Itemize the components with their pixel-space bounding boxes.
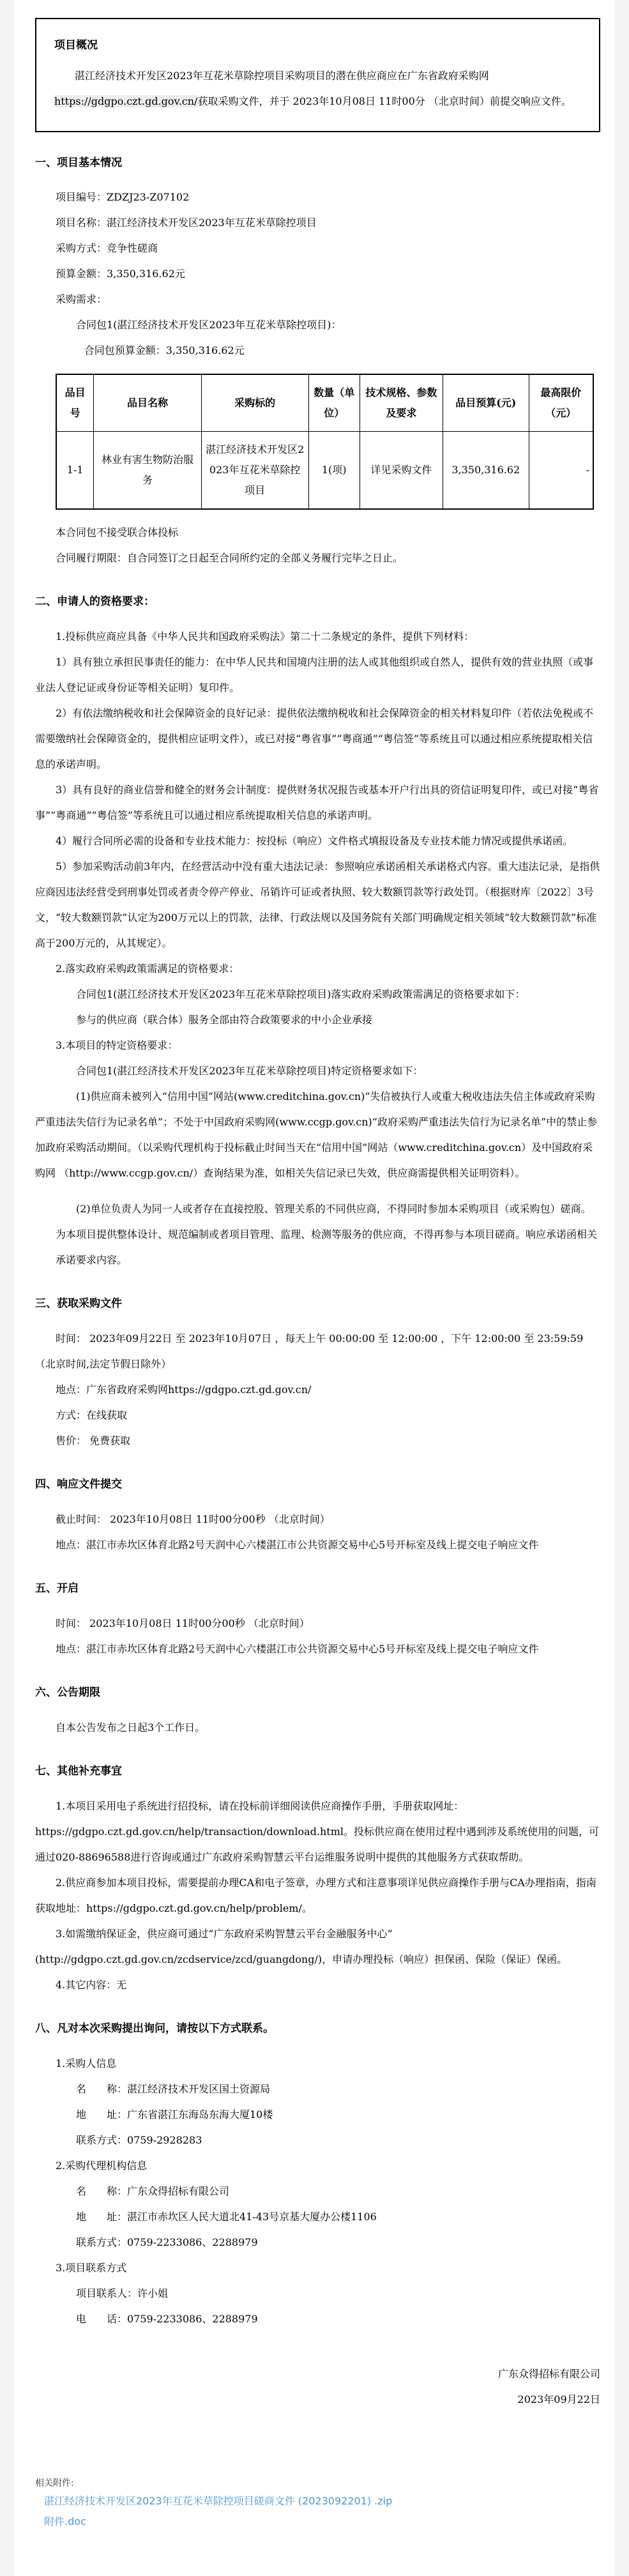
- qualification-paragraph: 3.本项目的特定资格要求：: [56, 1039, 178, 1052]
- attachments-label: 相关附件:: [35, 2478, 74, 2488]
- col-spec: 技术规格、参数及要求: [360, 374, 443, 432]
- other-paragraph: 1.本项目采用电子系统进行招投标，请在投标前详细阅读供应商操作手册，手册获取网址：https://gdgpo.czt.gd.gov.cn/help/transaction/download.html。投标供应商在使用过程中遇到涉及系统使用的问题，可通过020-88696588进行咨询或通过广东政府采购智慧云平台运维服务说明中提供的其他服务方式获取帮助。: [35, 1799, 599, 1863]
- qualification-paragraph: 5）参加采购活动前3年内，在经营活动中没有重大违法记录：参照响应承诺函相关承诺格式内容。重大违法记录，是指供应商因违法经营受到刑事处罚或者责令停产停业、吊销许可证或者执照、较大数额罚款等行政处罚。（根据财库〔2022〕3号文，“较大数额罚款”认定为200万元以上的罚款，法律、行政法规以及国务院有关部门明确规定相关领域“较大数额罚款”标准高于200万元的，从其规定）。: [35, 860, 600, 950]
- package-budget-line: 合同包预算金额：3,350,316.62元: [84, 344, 245, 357]
- qualification-paragraph: 合同包1(湛江经济技术开发区2023年互花米草除控项目)落实政府采购政策需满足的资格要求如下：: [76, 988, 526, 1001]
- section-submission-heading: 四、响应文件提交: [35, 1478, 122, 1491]
- overview-intro-tail: 获取采购文件，并于 2023年10月08日 11时00分 （北京时间）前提交响应文件。: [197, 95, 572, 107]
- announcement-period-line: 自本公告发布之日起3个工作日。: [56, 1721, 206, 1734]
- cell-price-cap: -: [529, 432, 593, 510]
- project-overview-box: [35, 18, 600, 132]
- section-opening-heading: 五、开启: [35, 1582, 79, 1596]
- col-item-budget: 品目预算(元): [443, 374, 529, 432]
- submission-deadline-line: 截止时间： 2023年10月08日 11时00分00秒 （北京时间）: [56, 1513, 330, 1526]
- attachment-link-doc[interactable]: 附件.doc: [44, 2515, 86, 2527]
- items-table: [56, 374, 594, 510]
- obtain-price-line: 售价： 免费获取: [56, 1435, 131, 1447]
- section-basic-heading: 一、项目基本情况: [35, 156, 122, 169]
- signature-date: 2023年09月22日: [517, 2393, 600, 2405]
- qualification-paragraph: 1.投标供应商应具备《中华人民共和国政府采购法》第二十二条规定的条件，提供下列材料：: [56, 630, 474, 643]
- cell-item-no: 1-1: [56, 432, 94, 510]
- cell-target: 湛江经济技术开发区2023年互花米草除控项目: [201, 432, 308, 510]
- agent-tel-line: 联系方式：0759-2233086、2288979: [76, 2236, 258, 2248]
- agent-name-line: 名 称：广东众得招标有限公司: [76, 2184, 230, 2197]
- obtain-method-line: 方式：在线获取: [56, 1409, 128, 1422]
- section-period-heading: 六、公告期限: [35, 1686, 100, 1699]
- no-joint-bid-line: 本合同包不接受联合体投标: [56, 526, 179, 539]
- qualification-paragraph: 3）具有良好的商业信誉和健全的财务会计制度：提供财务状况报告或基本开户行出具的资信证明复印件，或已对接“粤省事”“粤商通”“粤信签”等系统且可以通过相应系统提取相关信息的承诺声明。: [35, 784, 599, 822]
- col-item-name: 品目名称: [94, 374, 201, 432]
- qualification-paragraph: (2)单位负责人为同一人或者存在直接控股、管理关系的不同供应商，不得同时参加本采购项目（或采购包）磋商。为本项目提供整体设计、规范编制或者项目管理、监理、检测等服务的供应商，不得再参与本项目磋商。响应承诺函相关承诺要求内容。: [56, 1203, 598, 1267]
- opening-time-line: 时间： 2023年10月08日 11时00分00秒 （北京时间）: [56, 1617, 310, 1629]
- section-obtain-heading: 三、获取采购文件: [35, 1297, 122, 1311]
- qualification-paragraph: (1)供应商未被列入“信用中国”网站(www.creditchina.gov.cn)“失信被执行人或重大税收违法失信主体或政府采购严重违法失信行为记录名单”；不处于中国政府采购网(www.ccgp.gov.cn)“政府采购严重违法失信行为记录名单”中的禁止参加政府采购活动期间。（以采购代理机构于投标截止时间当天在“信用中国”网站（www.creditchina.gov.cn）及中国政府采购网 （http://www.ccgp.gov.cn/）查询结果为准，如相关失信记录已失效，供应商需提供相关证明资料）。: [35, 1090, 598, 1180]
- qualification-paragraph: 4）履行合同所必需的设备和专业技术能力：按投标（响应）文件格式填报设备及专业技术能力情况或提供承诺函。: [56, 835, 573, 848]
- procurement-method-line: 采购方式：竞争性磋商: [56, 242, 158, 255]
- other-paragraph: 3.如需缴纳保证金，供应商可通过“广东政府采购智慧云平台金融服务中心”(http://gdgpo.czt.gd.gov.cn/zcdservice/zcd/guangdong/)，申请办理投标（响应）担保函、保险（保证）保函。: [35, 1927, 568, 1965]
- cell-item-budget: 3,350,316.62: [443, 432, 529, 510]
- qualification-paragraph: 参与的供应商（联合体）服务全部由符合政策要求的中小企业承接: [76, 1014, 373, 1026]
- overview-intro-text: 湛江经济技术开发区2023年互花米草除控项目采购项目的潜在供应商应在广东省政府采购网: [75, 69, 489, 82]
- project-number-line: 项目编号：ZDZJ23-Z07102: [56, 191, 190, 204]
- project-contact-tel-line: 电 话：0759-2233086、2288979: [76, 2312, 258, 2325]
- agent-address-line: 地 址：湛江市赤坎区人民大道北41-43号京基大厦办公楼1106: [76, 2210, 377, 2223]
- announcement-document: [35, 18, 600, 2412]
- col-price-cap: 最高限价（元）: [529, 374, 593, 432]
- buyer-address-line: 地 址：广东省湛江东海岛东海大厦10楼: [76, 2108, 273, 2121]
- items-table-row: [56, 432, 593, 510]
- project-contact-person-line: 项目联系人：许小姐: [76, 2287, 169, 2299]
- project-name-line: 项目名称：湛江经济技术开发区2023年互花米草除控项目: [56, 217, 317, 229]
- buyer-info-title: 1.采购人信息: [56, 2057, 117, 2069]
- qualification-paragraph: 合同包1(湛江经济技术开发区2023年互花米草除控项目)特定资格要求如下：: [76, 1065, 423, 1078]
- other-paragraph: 2.供应商参加本项目投标，需要提前办理CA和电子签章，办理方式和注意事项详见供应商操作手册与CA办理指南，指南获取地址：https://gdgpo.czt.gd.gov.cn/help/problem/。: [35, 1876, 596, 1914]
- section-other-heading: 七、其他补充事宜: [35, 1764, 122, 1778]
- overview-intro: [54, 63, 581, 114]
- contract-period-line: 合同履行期限：自合同签订之日起至合同所约定的全部义务履行完毕之日止。: [56, 552, 404, 565]
- opening-location-line: 地点：湛江市赤坎区体育北路2号天润中心六楼湛江市公共资源交易中心5号开标室及线上提交电子响应文件: [56, 1642, 539, 1655]
- demand-label-line: 采购需求：: [56, 293, 107, 306]
- contract-package-line: 合同包1(湛江经济技术开发区2023年互花米草除控项目)：: [76, 319, 342, 332]
- announcement-page: [14, 0, 615, 2576]
- qualification-paragraph: 2）有依法缴纳税收和社会保障资金的良好记录：提供依法缴纳税收和社会保障资金的相关材料复印件（若依法免税或不需要缴纳社会保障资金的，提供相应证明文件），或已对接“粤省事”“粤商通”“粤信签”等系统且可以通过相应系统提取相关信息的承诺声明。: [35, 707, 594, 771]
- cell-quantity: 1(项): [308, 432, 360, 510]
- attachment-link-zip[interactable]: 湛江经济技术开发区2023年互花米草除控项目磋商文件 (2023092201) .zip: [44, 2495, 393, 2508]
- col-target: 采购标的: [201, 374, 308, 432]
- section-qualification-heading: 二、申请人的资格要求：: [35, 595, 155, 609]
- obtain-time-line: 时间： 2023年09月22日 至 2023年10月07日 ，每天上午 00:00:00 至 12:00:00 ，下午 12:00:00 至 23:59:59 （北京时间,法定节假日除外）: [35, 1332, 584, 1371]
- overview-title: 项目概况: [54, 39, 98, 52]
- other-paragraph: 4.其它内容：无: [56, 1978, 127, 1991]
- attachments-section: [35, 2476, 600, 2531]
- qualification-paragraph: 1）具有独立承担民事责任的能力：在中华人民共和国境内注册的法人或其他组织或自然人，提供有效的营业执照（或事业法人登记证或身份证等相关证明）复印件。: [35, 656, 594, 694]
- procurement-site-url: https://gdgpo.czt.gd.gov.cn/: [54, 95, 198, 107]
- buyer-name-line: 名 称：湛江经济技术开发区国土资源局: [76, 2082, 271, 2095]
- signature-block: [35, 2361, 600, 2412]
- signature-company: 广东众得招标有限公司: [497, 2367, 600, 2380]
- cell-spec: 详见采购文件: [360, 432, 443, 510]
- items-table-header-row: [56, 374, 593, 432]
- col-item-no: 品目号: [56, 374, 94, 432]
- submission-location-line: 地点：湛江市赤坎区体育北路2号天润中心六楼湛江市公共资源交易中心5号开标室及线上提交电子响应文件: [56, 1539, 539, 1551]
- obtain-location-line: 地点：广东省政府采购网https://gdgpo.czt.gd.gov.cn/: [56, 1383, 312, 1396]
- section-contact-heading: 八、凡对本次采购提出询问，请按以下方式联系。: [35, 2022, 274, 2035]
- qualification-paragraph: 2.落实政府采购政策需满足的资格要求：: [56, 963, 239, 975]
- agent-info-title: 2.采购代理机构信息: [56, 2159, 148, 2172]
- buyer-tel-line: 联系方式：0759-2928283: [76, 2133, 202, 2146]
- budget-line: 预算金额：3,350,316.62元: [56, 268, 185, 280]
- cell-item-name: 林业有害生物防治服务: [94, 432, 201, 510]
- project-contact-title: 3.项目联系方式: [56, 2261, 127, 2274]
- col-quantity: 数量（单位）: [308, 374, 360, 432]
